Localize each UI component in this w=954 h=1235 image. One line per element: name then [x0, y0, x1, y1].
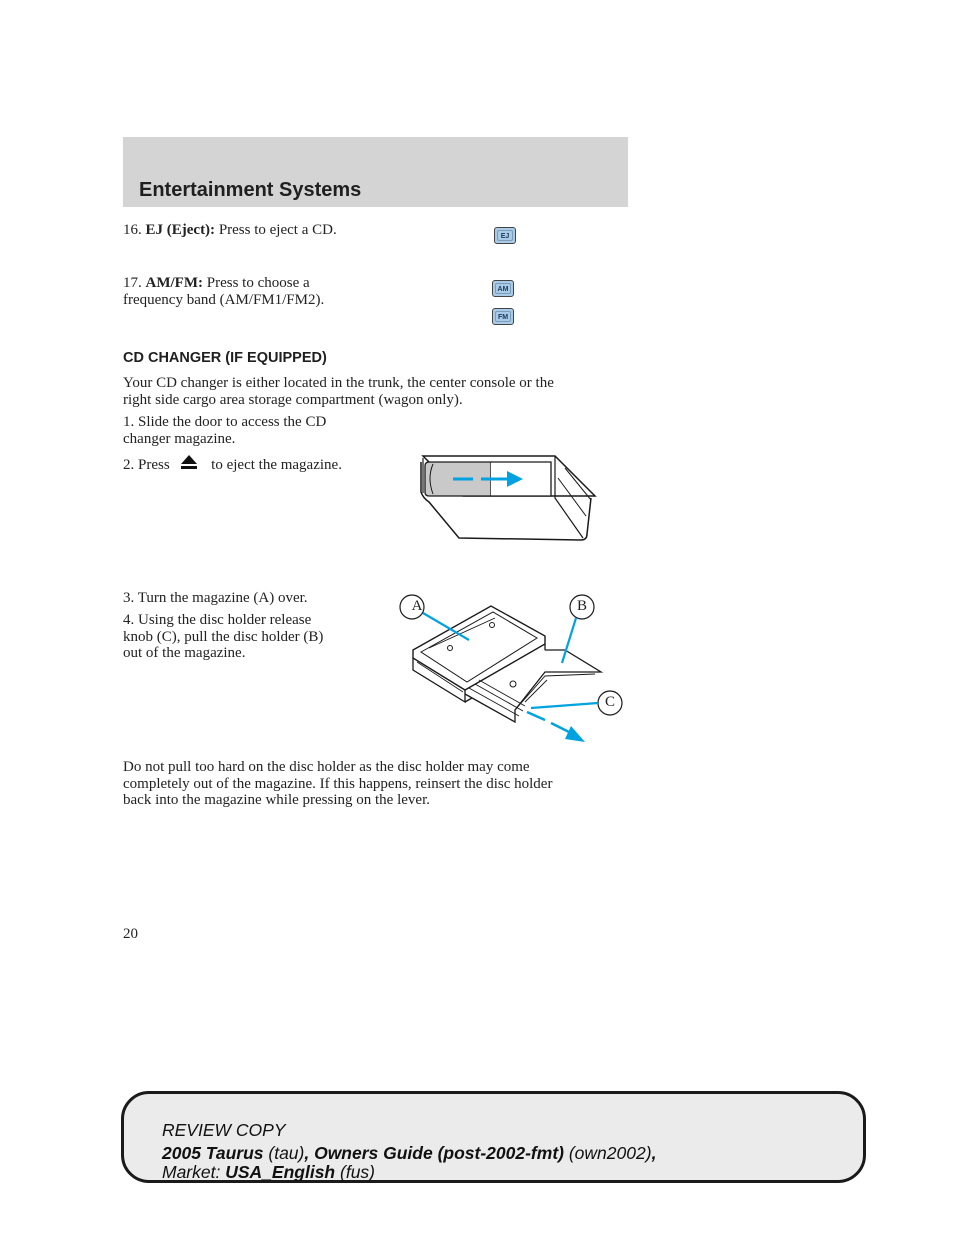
footer-model-line	[162, 1143, 656, 1164]
footer-comma: ,	[651, 1143, 657, 1163]
review-copy-label: REVIEW COPY	[162, 1120, 286, 1140]
cd-changer-intro	[123, 375, 554, 408]
footer-market-code: (fus)	[340, 1162, 375, 1182]
item-term: AM/FM:	[145, 275, 203, 291]
step-text: to eject the magazine.	[211, 457, 342, 473]
footer-market-label: Market:	[162, 1162, 221, 1182]
footer-model: 2005 Taurus	[162, 1143, 264, 1163]
step-line: changer magazine.	[123, 430, 236, 447]
step-4	[123, 612, 323, 662]
fm-button-icon: FM	[492, 308, 514, 325]
step-1	[123, 414, 326, 447]
item-description-cont: frequency band (AM/FM1/FM2).	[123, 291, 325, 308]
footer-market-line	[162, 1162, 375, 1183]
callout-label-b: B	[576, 598, 587, 614]
am-button-icon: AM	[492, 280, 514, 297]
footer-model-code: (tau)	[268, 1143, 305, 1163]
step-2	[123, 454, 342, 474]
item-eject	[123, 222, 337, 239]
footer-guide-code: (own2002)	[568, 1143, 652, 1163]
cd-changer-heading: CD CHANGER (IF EQUIPPED)	[123, 350, 327, 366]
item-amfm	[123, 275, 324, 308]
item-description: Press to choose a	[206, 275, 310, 291]
caution-line: Do not pull too hard on the disc holder as the disc holder may come	[123, 759, 530, 775]
item-number: 16.	[123, 222, 142, 238]
step-line: out of the magazine.	[123, 645, 246, 661]
callout-label-c: C	[604, 694, 615, 710]
step-line: 1. Slide the door to access the CD	[123, 414, 327, 430]
page-number: 20	[123, 926, 138, 942]
step-line: knob (C), pull the disc holder (B)	[123, 628, 324, 645]
intro-line: Your CD changer is either located in the trunk, the center console or the	[123, 375, 554, 391]
section-title: Entertainment Systems	[139, 179, 362, 201]
footer-market: USA_English	[225, 1162, 336, 1182]
caution-line: back into the magazine while pressing on the lever.	[123, 792, 430, 808]
cd-changer-illustration	[415, 448, 600, 548]
step-text: 2. Press	[123, 457, 170, 473]
footer-guide: , Owners Guide (post-2002-fmt)	[304, 1143, 564, 1163]
item-number: 17.	[123, 275, 142, 291]
eject-triangle-icon	[179, 454, 199, 470]
callout-label-a: A	[411, 598, 423, 614]
item-description: Press to eject a CD.	[218, 222, 337, 238]
eject-button-icon: EJ	[494, 227, 516, 244]
review-copy-footer	[121, 1091, 866, 1183]
caution-paragraph	[123, 759, 552, 809]
section-header-band	[123, 137, 628, 207]
caution-line: completely out of the magazine. If this happens, reinsert the disc holder	[123, 775, 553, 792]
intro-line: right side cargo area storage compartment (wagon only).	[123, 391, 463, 408]
step-3: 3. Turn the magazine (A) over.	[123, 590, 308, 606]
magazine-illustration	[395, 590, 635, 750]
item-term: EJ (Eject):	[145, 222, 216, 238]
step-line: 4. Using the disc holder release	[123, 612, 312, 628]
